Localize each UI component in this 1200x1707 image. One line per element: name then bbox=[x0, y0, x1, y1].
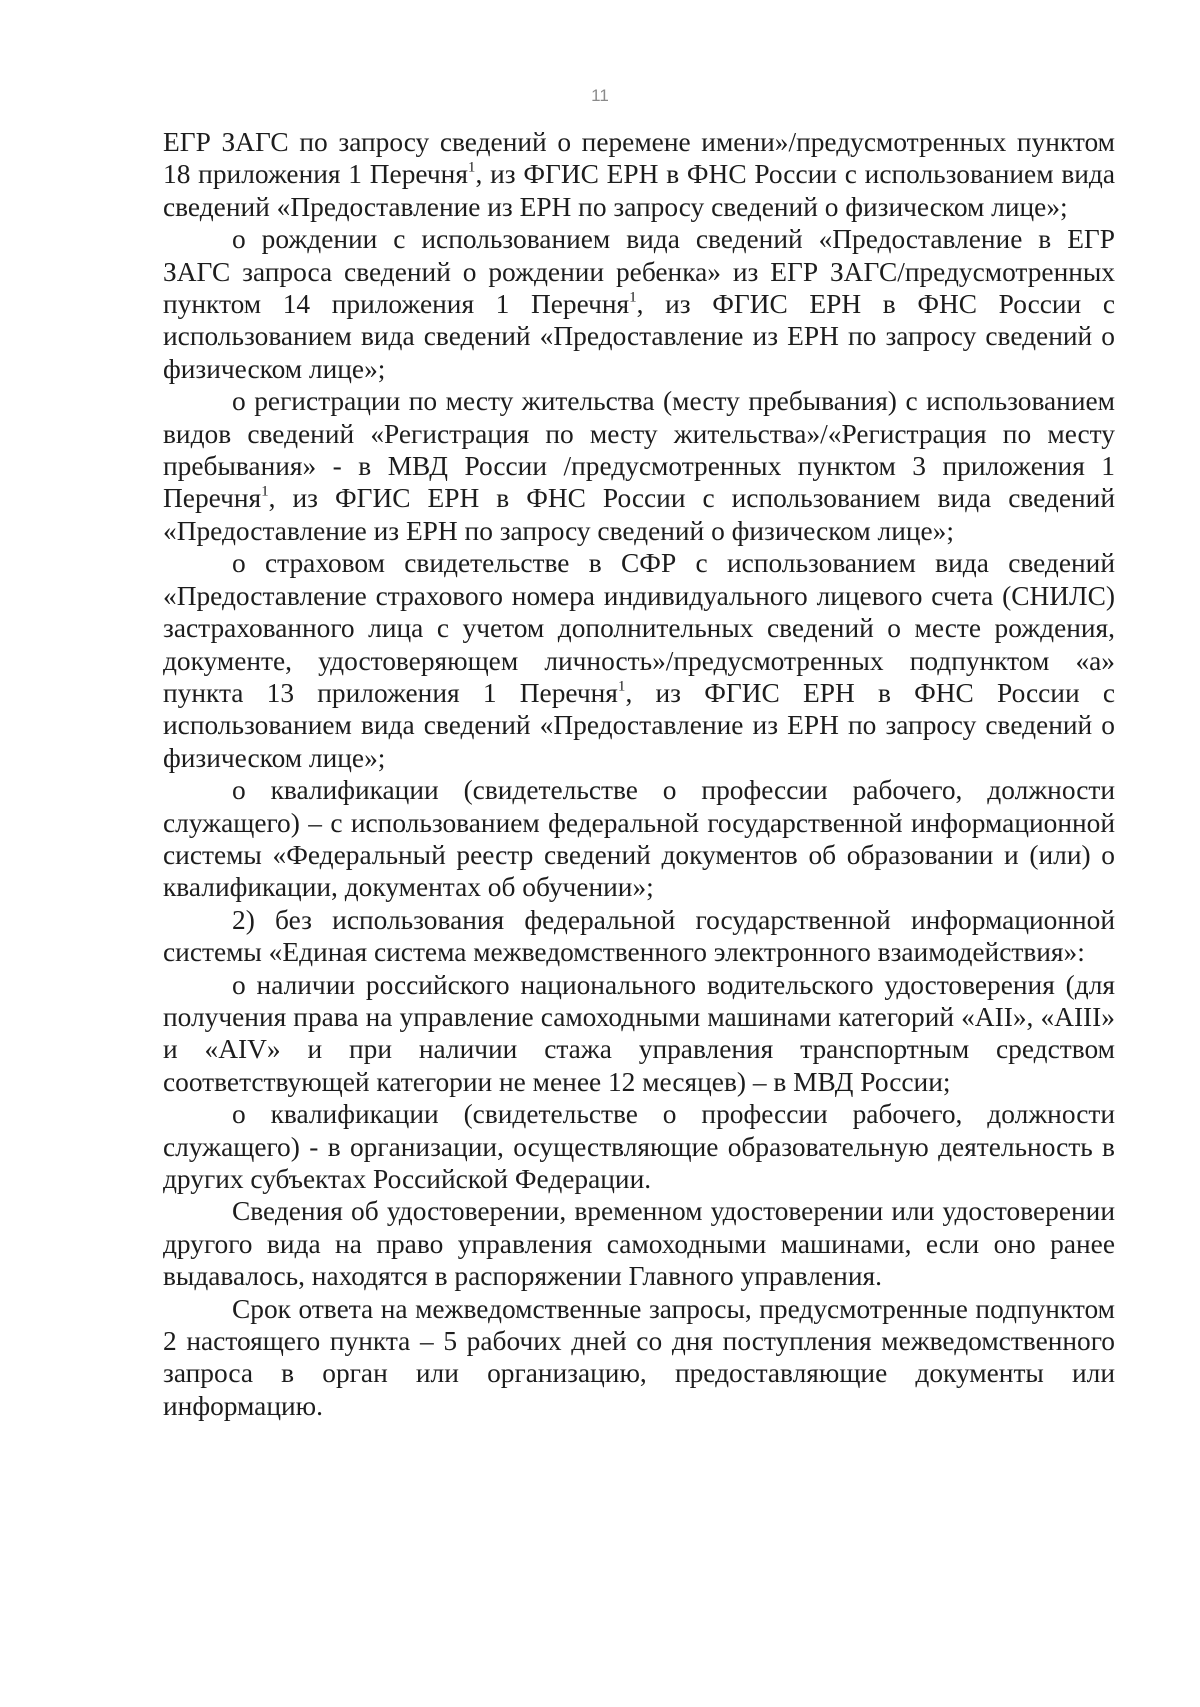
paragraph-text: о рождении с использованием вида сведений «Предоставление в ЕГР ЗАГС запроса сведений о рождении ребенка» из ЕГР ЗАГС/предусмотренных пунктом 14 приложения 1 Перечня bbox=[163, 224, 1115, 320]
paragraph-text: Срок ответа на межведомственные запросы, предусмотренные подпунктом 2 настоящего пункта – 5 рабочих дней со дня поступления межведомственного запроса в орган или организацию, предоставляющие документы или информацию. bbox=[163, 1293, 1115, 1421]
paragraph-text: ЕГР ЗАГС по запросу сведений о перемене имени»/предусмотренных пунктом 18 приложения 1 Перечня bbox=[163, 127, 1115, 190]
paragraph-text: о страховом свидетельстве в СФР с использованием вида сведений «Предоставление страхового номера индивидуального лицевого счета (СНИЛС) застрахованного лица с учетом дополнительных сведений о месте рождения, документе, удостоверяющем личность»/предусмотренных подпунктом «а» пункта 13 приложения 1 Перечня bbox=[163, 548, 1115, 708]
page-number: 11 bbox=[591, 86, 609, 105]
footnote-ref: 1 bbox=[629, 289, 637, 306]
paragraph-text: , из ФГИС ЕРН в ФНС России с использованием вида сведений «Предоставление из ЕРН по запросу сведений о физическом лице»; bbox=[163, 159, 1115, 222]
paragraph-text: , из ФГИС ЕРН в ФНС России с использованием вида сведений «Предоставление из ЕРН по запросу сведений о физическом лице»; bbox=[163, 289, 1115, 384]
footnote-ref: 1 bbox=[617, 678, 626, 695]
document-body bbox=[163, 126, 1115, 1422]
paragraph bbox=[163, 126, 1115, 223]
paragraph-text: о квалификации (свидетельстве о профессии рабочего, должности служащего) - в организации, осуществляющие образовательную деятельность в других субъектах Российской Федерации. bbox=[163, 1099, 1115, 1194]
footnote-ref: 1 bbox=[467, 160, 476, 177]
paragraph bbox=[163, 969, 1115, 1099]
paragraph-text: о квалификации (свидетельстве о профессии рабочего, должности служащего) – с использованием федеральной государственной информационной системы «Федеральный реестр сведений документов об образовании и (или) о квалификации, документах об обучении»; bbox=[163, 775, 1115, 903]
paragraph bbox=[163, 223, 1115, 385]
paragraph bbox=[163, 1098, 1115, 1195]
paragraph bbox=[163, 1293, 1115, 1423]
paragraph-text: о регистрации по месту жительства (месту пребывания) с использованием видов сведений «Регистрация по месту жительства»/«Регистрация по месту пребывания» - в МВД России /предусмотренных пунктом 3 приложения 1 Перечня bbox=[163, 386, 1115, 514]
paragraph-text: Сведения об удостоверении, временном удостоверении или удостоверении другого вида на право управления самоходными машинами, если оно ранее выдавалось, находятся в распоряжении Главного управления. bbox=[163, 1196, 1115, 1292]
paragraph bbox=[163, 547, 1115, 774]
paragraph-text: 2) без использования федеральной государственной информационной системы «Единая система межведомственного электронного взаимодействия»: bbox=[163, 904, 1115, 968]
paragraph bbox=[163, 904, 1115, 969]
paragraph-text: о наличии российского национального водительского удостоверения (для получения права на управление самоходными машинами категорий «AII», «AIII» и «AIV» и при наличии стажа управления транспортным средством соответствующей категории не менее 12 месяцев) – в МВД России; bbox=[163, 969, 1115, 1097]
paragraph-text: , из ФГИС ЕРН в ФНС России с использованием вида сведений «Предоставление из ЕРН по запросу сведений о физическом лице»; bbox=[163, 677, 1115, 773]
paragraph bbox=[163, 1195, 1115, 1292]
paragraph bbox=[163, 385, 1115, 547]
paragraph-text: , из ФГИС ЕРН в ФНС России с использованием вида сведений «Предоставление из ЕРН по запросу сведений о физическом лице»; bbox=[163, 483, 1115, 546]
footnote-ref: 1 bbox=[261, 484, 269, 501]
paragraph bbox=[163, 774, 1115, 904]
